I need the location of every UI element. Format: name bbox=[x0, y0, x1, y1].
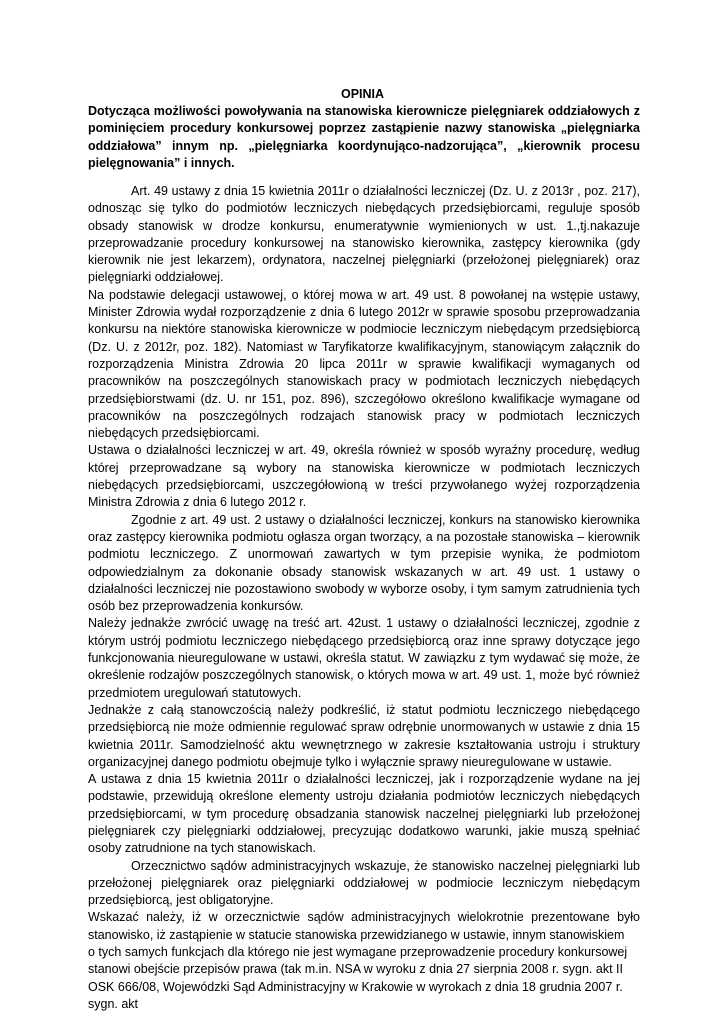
paragraph-10: o tych samych funkcjach dla którego nie jest wymagane przeprowadzenie procedury konkursowej stanowi obejście przepisów prawa (tak m.in. NSA w wyroku z dnia 27 sierpnia 2008 r. sygn. akt II OSK 666/08, Wojewódzki Sąd Administracyjny w Krakowie w wyrokach z dnia 18 grudnia 2007 r. sygn. akt bbox=[88, 945, 628, 1011]
document-subject: Dotycząca możliwości powoływania na stanowiska kierownicze pielęgniarek oddziałowych z pominięciem procedury konkursowej poprzez zastąpienie nazwy stanowiska „pielęgniarka oddziałowa” innym np. „pielęgniarka koordynująco-nadzorująca”, „kierownik procesu pielęgnowania” i innych. bbox=[88, 104, 640, 170]
paragraph-7: A ustawa z dnia 15 kwietnia 2011r o działalności leczniczej, jak i rozporządzenie wydane na jej podstawie, przewidują określone elementy ustroju działania podmiotów leczniczych niebędących przedsiębiorcami, w tym procedurę obsadzania stanowisk naczelnej pielęgniarki lub przełożonej pielęgniarek czy pielęgniarki oddziałowej, precyzując dodatkowo warunki, jakie muszą spełniać osoby zatrudnione na tych stanowiskach. bbox=[88, 772, 640, 856]
paragraph-4: Zgodnie z art. 49 ust. 2 ustawy o działalności leczniczej, konkurs na stanowisko kierownika oraz zastępcy kierownika podmiotu ogłasza organ tworzący, a na pozostałe stanowiska – kierownik podmiotu leczniczego. Z unormowań zawartych w tym przepisie wynika, że podmiotom odpowiedzialnym za dokonanie obsady stanowisk wskazanych w art. 49 ust. 1 ustawy o działalności leczniczej nie pozostawiono swobody w wyborze osoby, i tym samym zatrudnienia tych osób bez przeprowadzenia konkursów. bbox=[88, 512, 640, 614]
paragraph-9: Wskazać należy, iż w orzecznictwie sądów administracyjnych wielokrotnie prezentowane było stanowisko, iż zastąpienie w statucie stanowiska przewidzianego w ustawie, innym stanowiskiem bbox=[88, 910, 640, 942]
document-title: OPINIA bbox=[340, 87, 385, 101]
document-body bbox=[88, 183, 640, 1013]
paragraph-5: Należy jednakże zwrócić uwagę na treść art. 42ust. 1 ustawy o działalności leczniczej, zgodnie z którym ustrój podmiotu leczniczego niebędącego przedsiębiorcą oraz inne sprawy dotyczące jego funkcjonowania nieuregulowane w ustawi, określa statut. W zawiązku z tym wydawać się może, że określenie rodzajów poszczególnych stanowisk, o których mowa w art. 49 ust. 1, może być również przedmiotem uregulowań statutowych. bbox=[88, 616, 640, 700]
paragraph-6: Jednakże z całą stanowczością należy podkreślić, iż statut podmiotu leczniczego niebędącego przedsiębiorcą nie może odmiennie regulować spraw odrębnie unormowanych w ustawie z dnia 15 kwietnia 2011r. Samodzielność aktu wewnętrznego w zakresie kształtowania ustroju i struktury organizacyjnej danego podmiotu obejmuje tylko i wyłącznie sprawy nieuregulowane w ustawie. bbox=[88, 702, 640, 769]
paragraph-3: Ustawa o działalności leczniczej w art. 49, określa również w sposób wyraźny procedurę, według której przeprowadzane są wybory na stanowiska kierownicze w podmiotach leczniczych niebędących przedsiębiorcami, uszczegółowioną w treści przywołanego wyżej rozporządzenia Ministra Zdrowia z dnia 6 lutego 2012 r. bbox=[88, 443, 640, 510]
paragraph-2: Na podstawie delegacji ustawowej, o której mowa w art. 49 ust. 8 powołanej na wstępie ustawy, Minister Zdrowia wydał rozporządzenie z dnia 6 lutego 2012r w sprawie sposobu przeprowadzania konkursu na niektóre stanowiska kierownicze w podmiocie leczniczym niebędącym przedsiębiorcą (Dz. U. z 2012r, poz. 182). Natomiast w Taryfikatorze kwalifikacyjnym, stanowiącym załącznik do rozporządzenia Ministra Zdrowia 20 lipca 2011r w sprawie kwalifikacji wymaganych od pracowników na poszczególnych stanowiskach pracy w podmiotach leczniczych niebędących przedsiębiorstwami (dz. U. nr 151, poz. 896), szczegółowo określono kwalifikacje wymagane od pracowników na poszczególnych rodzajach stanowisk pracy w podmiotach leczniczych niebędących przedsiębiorcami. bbox=[88, 287, 640, 441]
paragraph-8: Orzecznictwo sądów administracyjnych wskazuje, że stanowisko naczelnej pielęgniarki lub przełożonej pielęgniarek oraz pielęgniarki oddziałowej w podmiocie leczniczym niebędącym przedsiębiorcą, jest obligatoryjne. bbox=[88, 858, 640, 908]
paragraph-1: Art. 49 ustawy z dnia 15 kwietnia 2011r o działalności leczniczej (Dz. U. z 2013r , poz. 217), odnosząc się tylko do podmiotów leczniczych niebędących przedsiębiorcami, reguluje sposób obsady stanowisk w drodze konkursu, enumeratywnie wymienionych w ust. 1.,tj.nakazuje przeprowadzanie procedury konkursowej na stanowisko kierownika, zastępcy kierownika (gdy kierownik nie jest lekarzem), ordynatora, naczelnej pielęgniarki (przełożonej pielęgniarek) oraz pielęgniarki oddziałowej. bbox=[88, 184, 640, 285]
